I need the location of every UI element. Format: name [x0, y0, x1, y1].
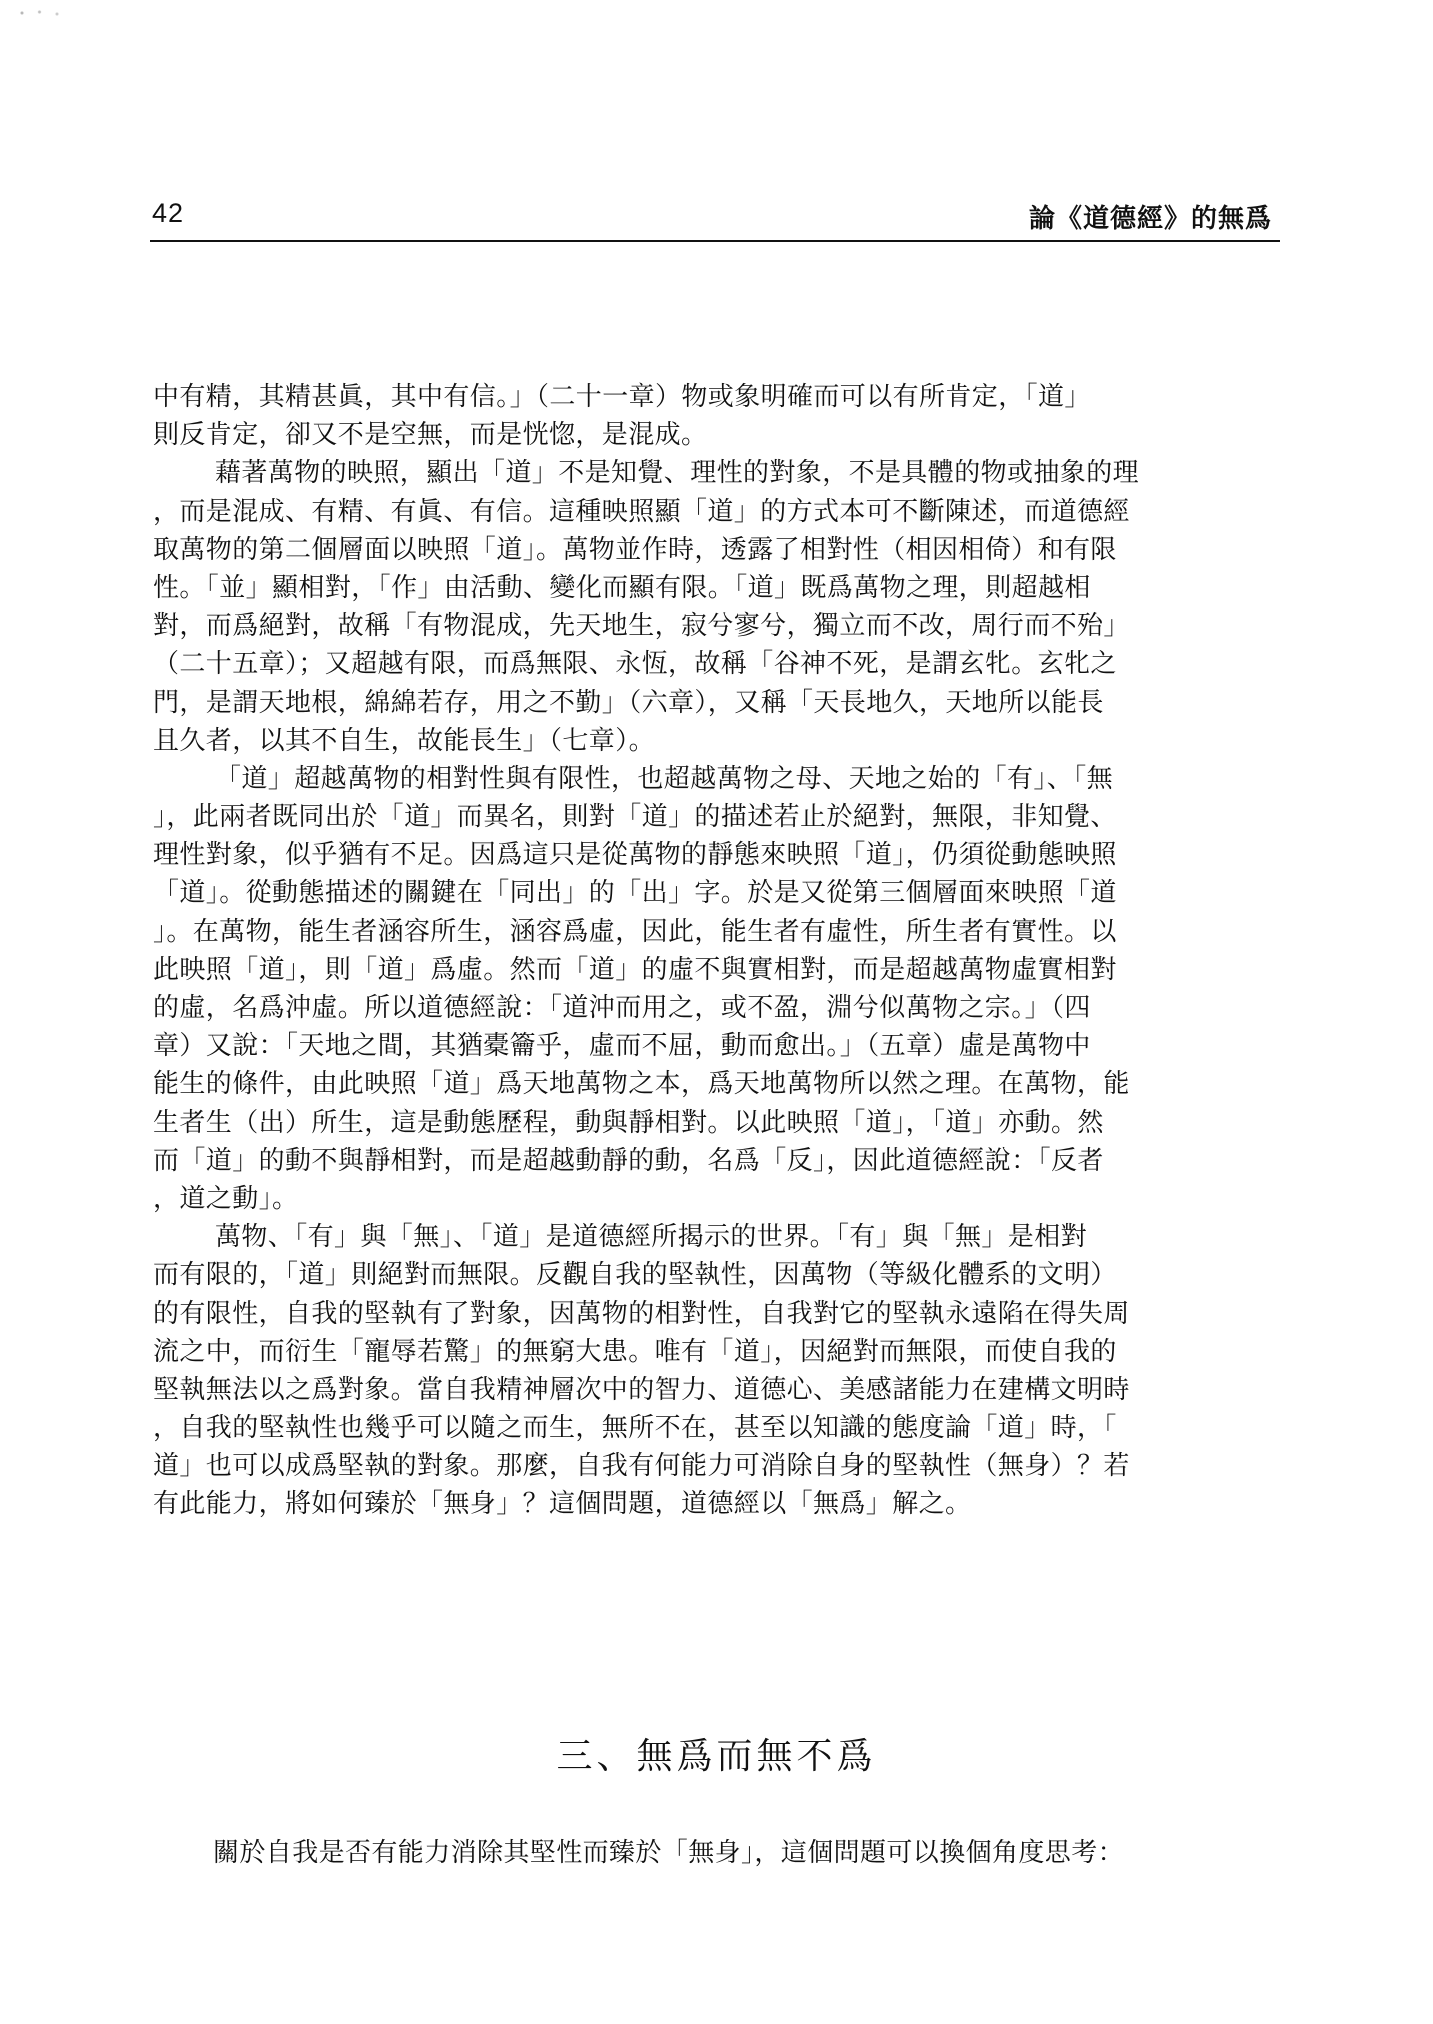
text-line: 而「道」的動不與靜相對，而是超越動靜的動，名爲「反」，因此道德經說：「反者 — [153, 1145, 1104, 1176]
text-line: 而有限的，「道」則絕對而無限。反觀自我的堅執性，因萬物（等級化體系的文明） — [153, 1260, 1117, 1291]
text-line: 的虛，名爲沖虛。所以道德經說：「道沖而用之，或不盈，淵兮似萬物之宗。」（四 — [153, 993, 1091, 1023]
text-line: 對，而爲絕對，故稱「有物混成，先天地生，寂兮寥兮，獨立而不改，周行而不殆」 — [153, 611, 1130, 642]
text-line: ，而是混成、有精、有眞、有信。這種映照顯「道」的方式本可不斷陳述，而道德經 — [153, 496, 1130, 527]
text-line: 」，此兩者既同出於「道」而異名，則對「道」的描述若止於絕對，無限，非知覺、 — [153, 802, 1117, 833]
text-line: 堅執無法以之爲對象。當自我精神層次中的智力、道德心、美感諸能力在建構文明時 — [153, 1374, 1130, 1405]
text-line: 中有精，其精甚眞，其中有信。」（二十一章）物或象明確而可以有所肯定，「道」 — [153, 382, 1091, 412]
text-line: 「道」。從動態描述的關鍵在「同出」的「出」字。於是又從第三個層面來映照「道 — [153, 878, 1117, 909]
page-header — [150, 196, 1280, 242]
text-line: 能生的條件，由此映照「道」爲天地萬物之本，爲天地萬物所以然之理。在萬物，能 — [153, 1069, 1130, 1100]
text-line: 「道」超越萬物的相對性與有限性，也超越萬物之母、天地之始的「有」、「無 — [215, 763, 1114, 794]
text-line: 萬物、「有」與「無」、「道」是道德經所揭示的世界。「有」與「無」是相對 — [215, 1222, 1088, 1253]
text-line: ，道之動」。 — [153, 1183, 299, 1214]
body-text — [153, 378, 1268, 1524]
text-line: 藉著萬物的映照，顯出「道」不是知覺、理性的對象，不是具體的物或抽象的理 — [215, 458, 1140, 489]
running-title: 論《道德經》的無爲 — [1028, 204, 1272, 234]
text-line: 生者生（出）所生，這是動態歷程，動與靜相對。以此映照「道」，「道」亦動。然 — [153, 1107, 1104, 1138]
text-line: 性。「並」顯相對，「作」由活動、變化而顯有限。「道」既爲萬物之理，則超越相 — [153, 572, 1091, 603]
text-line: 章）又說：「天地之間，其猶橐籥乎，虛而不屈，動而愈出。」（五章）虛是萬物中 — [153, 1031, 1091, 1062]
text-line: 且久者，以其不自生，故能長生」（七章）。 — [153, 725, 656, 756]
text-line: 流之中，而衍生「寵辱若驚」的無窮大患。唯有「道」，因絕對而無限，而使自我的 — [153, 1336, 1117, 1367]
text-line: 門，是謂天地根，綿綿若存，用之不勤」（六章），又稱「天長地久，天地所以能長 — [153, 687, 1104, 718]
text-line: 取萬物的第二個層面以映照「道」。萬物並作時，透露了相對性（相因相倚）和有限 — [153, 534, 1117, 565]
text-line: 的有限性，自我的堅執有了對象，因萬物的相對性，自我對它的堅執永遠陷在得失周 — [153, 1298, 1130, 1329]
text-line: （二十五章）；又超越有限，而爲無限、永恆，故稱「谷神不死，是謂玄牝。玄牝之 — [153, 649, 1117, 680]
text-line: 道」也可以成爲堅執的對象。那麼，自我有何能力可消除自身的堅執性（無身）？若 — [153, 1451, 1130, 1482]
text-line: 此映照「道」，則「道」爲虛。然而「道」的虛不與實相對，而是超越萬物虛實相對 — [153, 954, 1117, 985]
scan-speck — [8, 8, 78, 18]
page-number: 42 — [152, 198, 185, 228]
text-line: 則反肯定，卻又不是空無，而是恍惚，是混成。 — [153, 420, 708, 451]
text-line: 有此能力，將如何臻於「無身」？這個問題，道德經以「無爲」解之。 — [153, 1489, 972, 1520]
text-line: 」。在萬物，能生者涵容所生，涵容爲虛，因此，能生者有虛性，所生者有實性。以 — [153, 916, 1117, 947]
section-heading: 三、無爲而無不爲 — [556, 1736, 877, 1777]
text-line: 理性對象，似乎猶有不足。因爲這只是從萬物的靜態來映照「道」，仍須從動態映照 — [153, 840, 1117, 871]
text-line: ，自我的堅執性也幾乎可以隨之而生，無所不在，甚至以知識的態度論「道」時，「 — [153, 1413, 1117, 1444]
section-first-line: 關於自我是否有能力消除其堅性而臻於「無身」，這個問題可以換個角度思考： — [213, 1838, 1125, 1868]
